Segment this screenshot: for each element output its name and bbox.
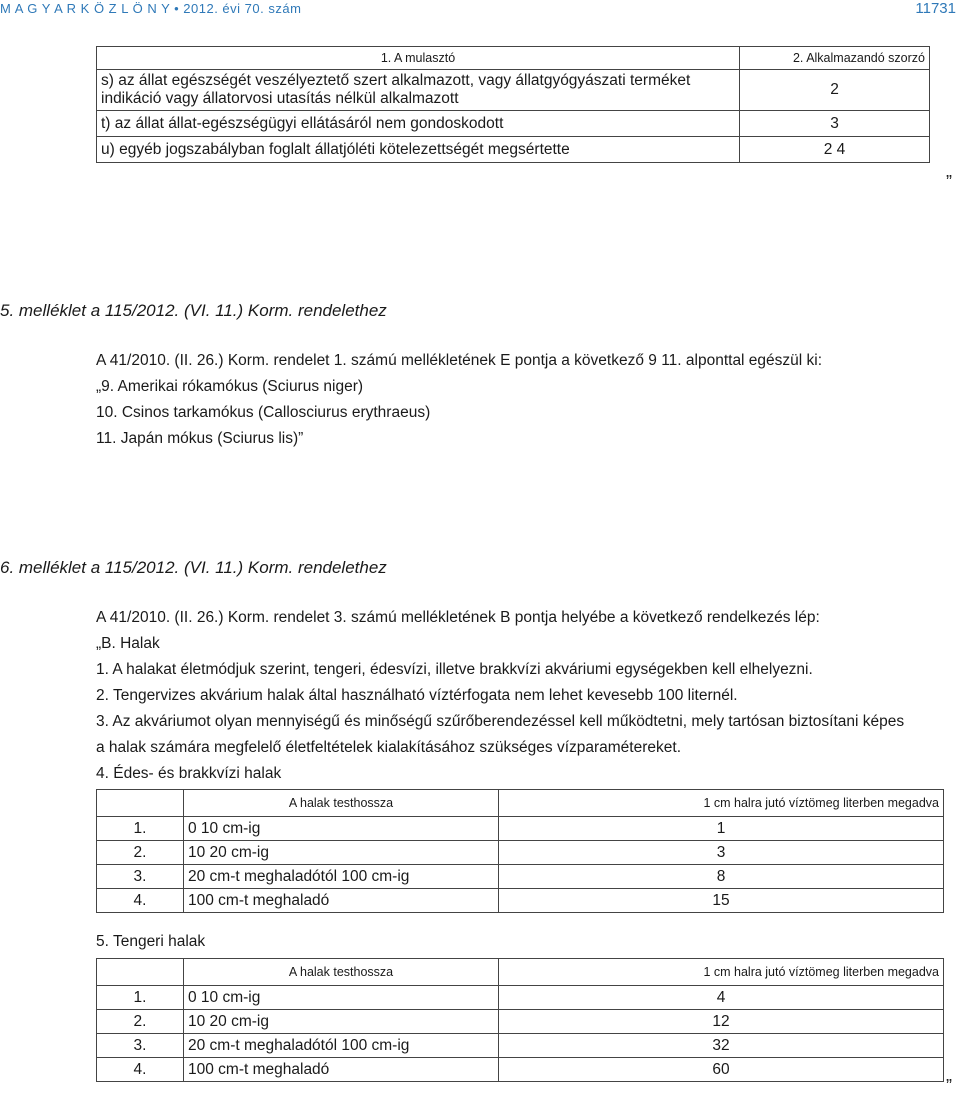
table-row [97,865,944,889]
col-header-volume: 1 cm halra jutó víztömeg literben megadva [499,790,944,817]
row-length: 20 cm-t meghaladótól 100 cm-ig [184,865,499,889]
col-header-length: A halak testhossza [184,959,499,986]
col-header-number [97,959,184,986]
table-header-row [97,47,930,70]
paragraph: 2. Tengervizes akvárium halak által használható víztérfogata nem lehet kevesebb 100 liternél. [96,687,738,704]
row-text: t) az állat állat-egészségügyi ellátásáról nem gondoskodott [97,111,740,137]
row-number: 1. [97,986,184,1010]
publication-title: M A G Y A R K Ö Z L Ö N Y • 2012. évi 70. szám [0,1,302,16]
freshwater-title: 4. Édes- és brakkvízi halak [96,765,282,782]
table-row [97,1010,944,1034]
table-row [97,111,930,137]
col-header-number [97,790,184,817]
row-volume: 12 [499,1010,944,1034]
row-volume: 4 [499,986,944,1010]
row-length: 100 cm-t meghaladó [184,1058,499,1082]
row-value: 3 [740,111,930,137]
row-volume: 3 [499,841,944,865]
row-number: 3. [97,865,184,889]
list-item: „9. Amerikai rókamókus (Sciurus niger) [96,378,364,395]
closing-quote: ” [946,1076,952,1096]
table-header-row [97,790,944,817]
annex6-heading: 6. melléklet a 115/2012. (VI. 11.) Korm. rendelethez [0,558,387,577]
section-title: „B. Halak [96,635,160,652]
row-volume: 8 [499,865,944,889]
row-number: 2. [97,841,184,865]
paragraph: 3. Az akváriumot olyan mennyiségű és minőségű szűrőberendezéssel kell működtetni, mely tartósan biztosítani képes [96,713,905,730]
row-length: 0 10 cm-ig [184,817,499,841]
col-header-volume: 1 cm halra jutó víztömeg literben megadva [499,959,944,986]
list-item: 11. Japán mókus (Sciurus lis)” [96,430,304,447]
row-number: 1. [97,817,184,841]
list-item: 10. Csinos tarkamókus (Callosciurus erythraeus) [96,404,431,421]
row-number: 4. [97,1058,184,1082]
row-text: u) egyéb jogszabályban foglalt állatjóléti kötelezettségét megsértette [97,137,740,163]
row-volume: 60 [499,1058,944,1082]
row-text: s) az állat egészségét veszélyeztető szert alkalmazott, vagy állatgyógyászati terméket indikáció vagy állatorvosi utasítás nélkül alkalmazott [97,70,740,111]
row-number: 2. [97,1010,184,1034]
closing-quote: ” [946,172,952,192]
table-row [97,889,944,913]
table-row [97,70,930,111]
row-value: 2 [740,70,930,111]
row-value: 2 4 [740,137,930,163]
paragraph: 1. A halakat életmódjuk szerint, tengeri, édesvízi, illetve brakkvízi akváriumi egységekben kell elhelyezni. [96,661,813,678]
table-row [97,817,944,841]
penalty-multiplier-table [96,46,930,163]
table-row [97,137,930,163]
running-header [0,0,960,22]
table-row [97,1034,944,1058]
table-row [97,986,944,1010]
saltwater-title: 5. Tengeri halak [96,933,206,950]
table-row [97,1058,944,1082]
annex6-intro: A 41/2010. (II. 26.) Korm. rendelet 3. számú mellékletének B pontja helyébe a következő rendelkezés lép: [96,609,820,626]
row-length: 10 20 cm-ig [184,1010,499,1034]
row-length: 10 20 cm-ig [184,841,499,865]
row-volume: 1 [499,817,944,841]
table-row [97,841,944,865]
paragraph: a halak számára megfelelő életfeltételek kialakításához szükséges vízparamétereket. [96,739,681,756]
row-number: 3. [97,1034,184,1058]
row-length: 0 10 cm-ig [184,986,499,1010]
row-length: 20 cm-t meghaladótól 100 cm-ig [184,1034,499,1058]
col-header-length: A halak testhossza [184,790,499,817]
annex5-heading: 5. melléklet a 115/2012. (VI. 11.) Korm. rendelethez [0,301,387,320]
row-length: 100 cm-t meghaladó [184,889,499,913]
freshwater-fish-table [96,789,944,913]
saltwater-fish-table [96,958,944,1082]
annex5-intro: A 41/2010. (II. 26.) Korm. rendelet 1. számú mellékletének E pontja a következő 9 11. alponttal egészül ki: [96,352,823,369]
page-number: 11731 [915,0,956,17]
row-volume: 32 [499,1034,944,1058]
table-header-row [97,959,944,986]
row-number: 4. [97,889,184,913]
col-header-multiplier: 2. Alkalmazandó szorzó [740,47,930,70]
row-volume: 15 [499,889,944,913]
col-header-offender: 1. A mulasztó [97,47,740,70]
